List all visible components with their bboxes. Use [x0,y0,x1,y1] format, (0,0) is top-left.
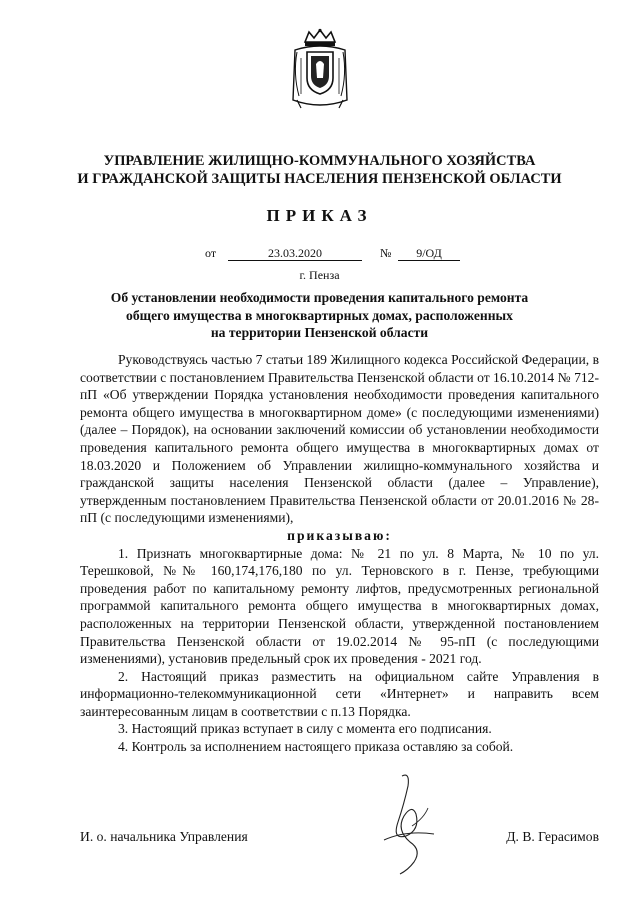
document-body [80,351,599,756]
number-label: № [380,246,392,260]
city: г. Пенза [299,268,340,282]
subject-line-2: общего имущества в многоквартирных домах, расположенных [126,307,513,323]
organization-name-line-1: УПРАВЛЕНИЕ ЖИЛИЩНО-КОММУНАЛЬНОГО ХОЗЯЙСТВА [103,153,536,169]
order-item-1: 1. Признать многоквартирные дома: № 21 по ул. 8 Марта, № 10 по ул. Терешковой, №№ 160,174,176,180 по ул. Терновского в г. Пензе, требующими проведения работ по капитальному ремонту лифтов, предусмотренных региональной программой капитального ремонта общего имущества в многоквартирных домах, расположенных на территории Пензенской области, утвержденной постановлением Правительства Пензенской области от 19.02.2014 № 95-пП (с последующими изменениями), установив предельный срок их проведения - 2021 год. [80,545,599,667]
document-number: 9/ОД [398,245,460,261]
penza-oblast-coat-of-arms-icon [287,28,353,110]
document-subject [80,289,559,342]
order-item-2: 2. Настоящий приказ разместить на официальном сайте Управления в информационно-телекоммуникационной сети «Интернет» и направить всем заинтересованным лицам в соответствии с п.13 Порядка. [80,668,599,719]
organization-name-line-2: И ГРАЖДАНСКОЙ ЗАЩИТЫ НАСЕЛЕНИЯ ПЕНЗЕНСКОЙ ОБЛАСТИ [77,171,562,187]
organization-name [40,152,599,188]
date-label: от [205,246,217,260]
signatory-position: И. о. начальника Управления [80,829,248,844]
signatory-name: Д. В. Герасимов [506,829,599,844]
document-type-heading: ПРИКАЗ [266,206,373,225]
subject-line-3: на территории Пензенской области [210,325,429,340]
subject-line-1: Об установлении необходимости проведения капитального ремонта [110,290,529,305]
order-item-3: 3. Настоящий приказ вступает в силу с момента его подписания. [118,721,492,737]
preamble-paragraph: Руководствуясь частью 7 статьи 189 Жилищного кодекса Российской Федерации, в соответствии с постановлением Правительства Пензенской области от 16.10.2014 № 712-пП «Об утверждении Порядка установления необходимости проведения капитального ремонта общего имущества в многоквартирном доме» (с последующими изменениями) (далее – Порядок), на основании заключений комиссии об установлении необходимости проведения капитального ремонта общего имущества в многоквартирных домах от 18.03.2020 и Положением об Управлении жилищно-коммунального хозяйства и гражданской защиты населения Пензенской области (далее – Управление), утвержденным постановлением Правительства Пензенской области от 20.01.2016 № 28-пП (с последующими изменениями), [80,352,599,526]
order-word: приказываю: [287,527,392,543]
order-item-4: 4. Контроль за исполнением настоящего приказа оставляю за собой. [118,739,514,755]
handwritten-signature-icon [376,770,446,880]
document-date: 23.03.2020 [228,245,362,261]
